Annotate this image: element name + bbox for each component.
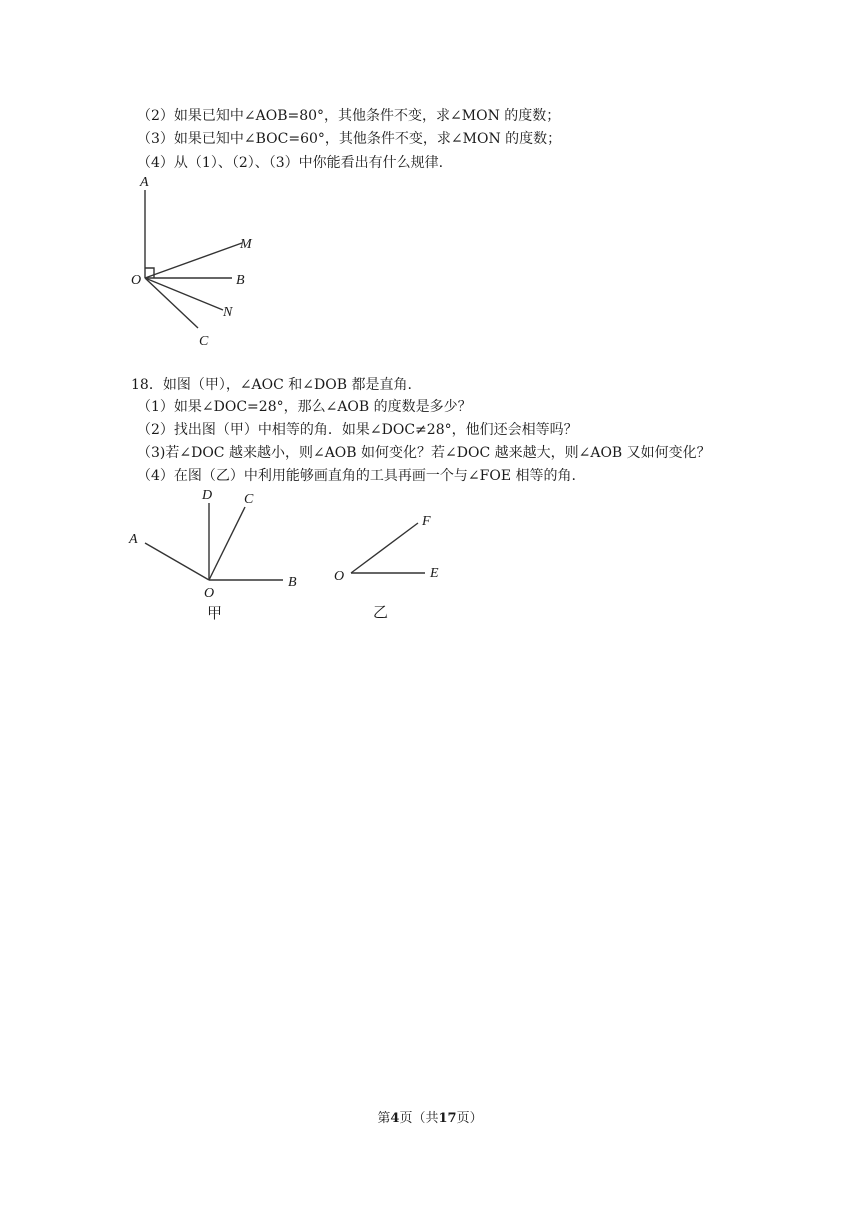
figure-yi (325, 505, 455, 625)
footer-prefix: 第 (377, 1111, 391, 1126)
problem18-line-1: （1）如果∠DOC=28°，那么∠AOB 的度数是多少？ (137, 399, 472, 415)
label-o-yi: O (334, 569, 345, 584)
label-m: M (240, 237, 252, 252)
problem17-line-2: （2）如果已知中∠AOB=80°，其他条件不变，求∠MON 的度数； (137, 108, 561, 124)
footer-total-pages: 17 (438, 1111, 457, 1126)
ray-of (351, 523, 418, 573)
label-c-jia: C (244, 492, 254, 507)
label-d: D (202, 488, 213, 503)
caption-yi: 乙 (373, 603, 389, 621)
problem18-title: 18．如图（甲），∠AOC 和∠DOB 都是直角. (131, 377, 412, 393)
label-n: N (223, 305, 233, 320)
label-b: B (236, 273, 245, 288)
page-footer (0, 1111, 860, 1127)
label-a: A (140, 175, 149, 190)
ray-oa-jia (145, 543, 209, 580)
problem17-line-3: （3）如果已知中∠BOC=60°，其他条件不变，求∠MON 的度数； (137, 131, 562, 147)
label-o: O (131, 273, 142, 288)
figure-jia (125, 485, 310, 630)
label-f: F (422, 514, 431, 529)
problem18-line-2: （2）找出图（甲）中相等的角．如果∠DOC≠28°，他们还会相等吗？ (137, 422, 578, 438)
ray-oc (145, 278, 198, 328)
ray-oc-jia (209, 507, 245, 580)
ray-on (145, 278, 223, 310)
footer-page-number: 4 (390, 1111, 400, 1126)
problem18-line-4: （4）在图（乙）中利用能够画直角的工具再画一个与∠FOE 相等的角. (137, 468, 576, 484)
ray-om (145, 243, 242, 278)
problem17-line-4: （4）从（1）、（2）、（3）中你能看出有什么规律. (137, 155, 444, 171)
label-c: C (199, 334, 209, 349)
problem17-figure (120, 170, 280, 350)
caption-jia: 甲 (207, 604, 223, 622)
label-o-jia: O (204, 586, 215, 601)
footer-middle: 页（共 (399, 1111, 439, 1126)
problem18-line-3: （3)若∠DOC 越来越小，则∠AOB 如何变化？若∠DOC 越来越大，则∠AOB 又如何变化？ (137, 445, 711, 461)
label-b-jia: B (288, 575, 297, 590)
footer-suffix: 页） (456, 1111, 483, 1126)
label-a-jia: A (129, 532, 138, 547)
label-e: E (430, 566, 439, 581)
